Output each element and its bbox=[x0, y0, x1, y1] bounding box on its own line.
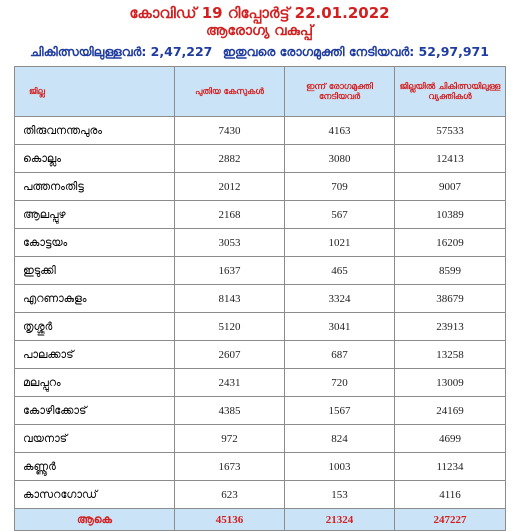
new-cases-cell: 2607 bbox=[175, 341, 285, 369]
recovered-today-cell: 4163 bbox=[285, 117, 395, 145]
recovered-today-cell: 1021 bbox=[285, 229, 395, 257]
table-row bbox=[15, 201, 506, 229]
recovered-today-cell: 567 bbox=[285, 201, 395, 229]
recovered-today-cell: 153 bbox=[285, 481, 395, 509]
summary-line bbox=[0, 44, 519, 60]
under-treatment-cell: 10389 bbox=[395, 201, 506, 229]
district-name: വയനാട് bbox=[15, 425, 175, 453]
total-label: ആകെ bbox=[15, 509, 175, 531]
district-name: എറണാകുളം bbox=[15, 285, 175, 313]
new-cases-cell: 8143 bbox=[175, 285, 285, 313]
recovered-today-cell: 21324 bbox=[285, 509, 395, 531]
table-row bbox=[15, 285, 506, 313]
table-row bbox=[15, 117, 506, 145]
under-treatment-summary: ചികിത്സയിലുള്ളവർ: 2,47,227 bbox=[30, 44, 213, 59]
recovered-summary: ഇതുവരെ രോഗമുക്തി നേടിയവർ: 52,97,971 bbox=[222, 44, 489, 59]
under-treatment-cell: 13009 bbox=[395, 369, 506, 397]
district-column-header: ജില്ല bbox=[15, 67, 175, 117]
new-cases-cell: 3053 bbox=[175, 229, 285, 257]
new-cases-cell: 5120 bbox=[175, 313, 285, 341]
district-name: പത്തനംതിട്ട bbox=[15, 173, 175, 201]
district-name: ആലപ്പുഴ bbox=[15, 201, 175, 229]
recovered-today-column-header: ഇന്ന് രോഗമുക്തി നേടിയവർ bbox=[285, 67, 395, 117]
recovered-today-cell: 1003 bbox=[285, 453, 395, 481]
district-name: തിരുവനന്തപുരം bbox=[15, 117, 175, 145]
new-cases-cell: 4385 bbox=[175, 397, 285, 425]
district-name: ഇടുക്കി bbox=[15, 257, 175, 285]
table-row bbox=[15, 397, 506, 425]
recovered-today-cell: 824 bbox=[285, 425, 395, 453]
new-cases-cell: 7430 bbox=[175, 117, 285, 145]
district-name: കണ്ണൂർ bbox=[15, 453, 175, 481]
recovered-today-cell: 3324 bbox=[285, 285, 395, 313]
new-cases-column-header: പുതിയ കേസുകൾ bbox=[175, 67, 285, 117]
under-treatment-cell: 57533 bbox=[395, 117, 506, 145]
under-treatment-cell: 24169 bbox=[395, 397, 506, 425]
recovered-today-cell: 3080 bbox=[285, 145, 395, 173]
table-header-row bbox=[15, 67, 506, 117]
under-treatment-cell: 16209 bbox=[395, 229, 506, 257]
under-treatment-cell: 247227 bbox=[395, 509, 506, 531]
district-name: കോഴിക്കോട് bbox=[15, 397, 175, 425]
table-row bbox=[15, 313, 506, 341]
recovered-today-cell: 3041 bbox=[285, 313, 395, 341]
table-row bbox=[15, 257, 506, 285]
table-row bbox=[15, 173, 506, 201]
table-row bbox=[15, 229, 506, 257]
district-name: കൊല്ലം bbox=[15, 145, 175, 173]
under-treatment-column-header: ജില്ലയിൽ ചികിത്സയിലുള്ള വ്യക്തികൾ bbox=[395, 67, 506, 117]
recovered-today-cell: 720 bbox=[285, 369, 395, 397]
recovered-today-cell: 687 bbox=[285, 341, 395, 369]
new-cases-cell: 2882 bbox=[175, 145, 285, 173]
under-treatment-cell: 9007 bbox=[395, 173, 506, 201]
under-treatment-cell: 4116 bbox=[395, 481, 506, 509]
table-row bbox=[15, 341, 506, 369]
district-name: മലപ്പുറം bbox=[15, 369, 175, 397]
new-cases-cell: 45136 bbox=[175, 509, 285, 531]
under-treatment-cell: 38679 bbox=[395, 285, 506, 313]
under-treatment-cell: 23913 bbox=[395, 313, 506, 341]
under-treatment-cell: 8599 bbox=[395, 257, 506, 285]
under-treatment-cell: 11234 bbox=[395, 453, 506, 481]
district-name: തൃശ്ശൂർ bbox=[15, 313, 175, 341]
new-cases-cell: 623 bbox=[175, 481, 285, 509]
district-name: പാലക്കാട് bbox=[15, 341, 175, 369]
recovered-today-cell: 465 bbox=[285, 257, 395, 285]
new-cases-cell: 1637 bbox=[175, 257, 285, 285]
under-treatment-cell: 13258 bbox=[395, 341, 506, 369]
recovered-today-cell: 709 bbox=[285, 173, 395, 201]
recovered-today-cell: 1567 bbox=[285, 397, 395, 425]
new-cases-cell: 2168 bbox=[175, 201, 285, 229]
table-row bbox=[15, 425, 506, 453]
under-treatment-cell: 4699 bbox=[395, 425, 506, 453]
new-cases-cell: 2012 bbox=[175, 173, 285, 201]
new-cases-cell: 2431 bbox=[175, 369, 285, 397]
table-row bbox=[15, 453, 506, 481]
district-name: കോട്ടയം bbox=[15, 229, 175, 257]
district-table bbox=[14, 66, 506, 531]
table-row bbox=[15, 369, 506, 397]
new-cases-cell: 1673 bbox=[175, 453, 285, 481]
report-title: കോവിഡ് 19 റിപ്പോർട്ട് 22.01.2022 bbox=[129, 4, 390, 22]
table-row bbox=[15, 481, 506, 509]
new-cases-cell: 972 bbox=[175, 425, 285, 453]
under-treatment-cell: 12413 bbox=[395, 145, 506, 173]
district-name: കാസറഗോഡ് bbox=[15, 481, 175, 509]
total-row bbox=[15, 509, 506, 531]
department-subtitle: ആരോഗ്യ വകുപ്പ് bbox=[206, 23, 313, 39]
table-row bbox=[15, 145, 506, 173]
